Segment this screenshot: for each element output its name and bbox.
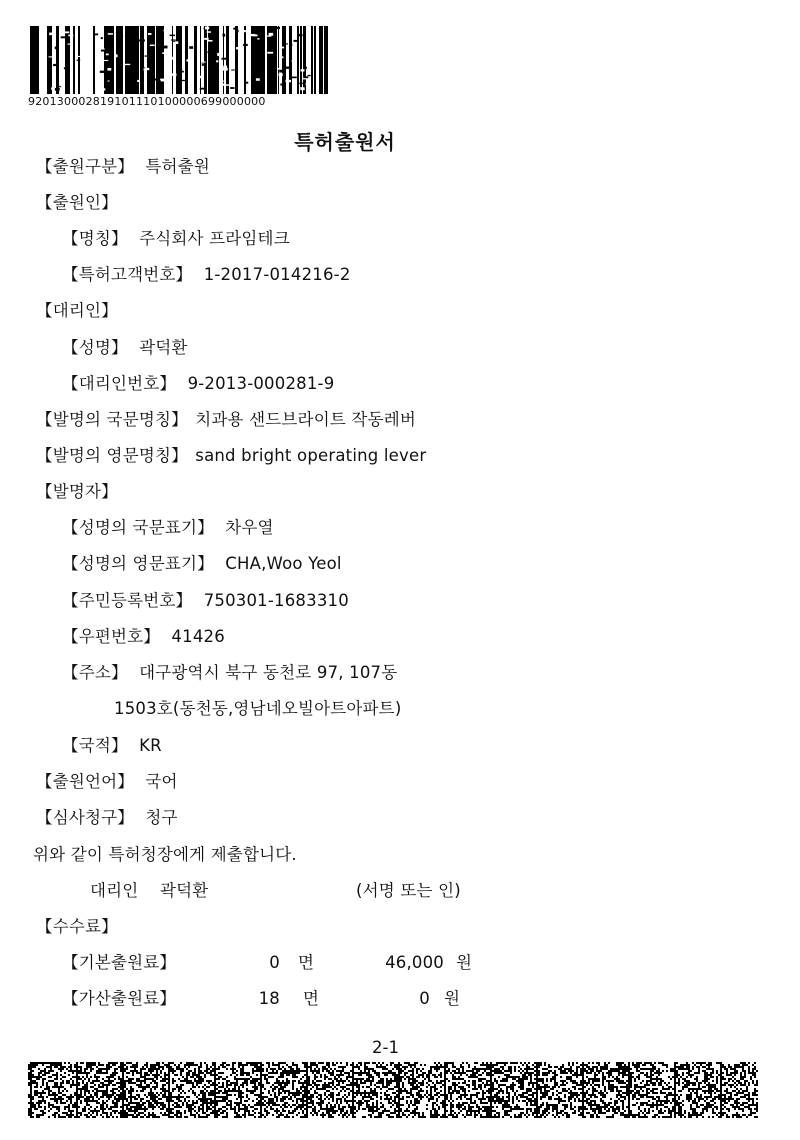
inventor-name-en-label: 【성명의 영문표기】 bbox=[62, 554, 214, 573]
barcode-number: 920130002819101110100000699000000 bbox=[28, 95, 266, 108]
invention-title-en-value: sand bright operating lever bbox=[195, 446, 427, 465]
exam-request-row bbox=[36, 808, 178, 828]
address-value: 대구광역시 북구 동천로 97, 107동 bbox=[139, 663, 398, 682]
document-title: 특허출원서 bbox=[294, 130, 396, 154]
postal-code-value: 41426 bbox=[171, 627, 225, 646]
applicant-section-label: 【출원인】 bbox=[36, 193, 118, 212]
address-row bbox=[62, 663, 397, 683]
fee-additional-unit: 면 bbox=[303, 989, 320, 1008]
invention-title-en-row bbox=[36, 446, 426, 466]
agent-no-value: 9-2013-000281-9 bbox=[187, 374, 335, 393]
postal-code-label: 【우편번호】 bbox=[62, 627, 160, 646]
fees-section-label: 【수수료】 bbox=[36, 917, 118, 936]
inventor-name-ko-row bbox=[62, 518, 274, 538]
language-row bbox=[36, 772, 178, 792]
submission-statement: 위와 같이 특허청장에게 제출합니다. bbox=[33, 845, 297, 864]
invention-title-ko-value: 치과용 샌드브라이트 작동레버 bbox=[195, 410, 416, 429]
nationality-label: 【국적】 bbox=[62, 736, 128, 755]
agent-no-label: 【대리인번호】 bbox=[62, 374, 177, 393]
fee-additional-count: 18 bbox=[258, 989, 280, 1008]
submission-agent-name: 곽덕환 bbox=[160, 881, 209, 900]
fee-basic-label: 【기본출원료】 bbox=[62, 953, 177, 972]
inventor-name-en-value: CHA,Woo Yeol bbox=[225, 554, 342, 573]
resident-no-value: 750301-1683310 bbox=[203, 591, 349, 610]
application-type-label: 【출원구분】 bbox=[36, 157, 134, 176]
invention-title-en-label: 【발명의 영문명칭】 bbox=[36, 446, 188, 465]
fee-additional-currency: 원 bbox=[444, 989, 461, 1008]
fee-additional-amount: 0 bbox=[419, 989, 430, 1008]
address-label: 【주소】 bbox=[62, 663, 128, 682]
barcode-bottom-image bbox=[28, 1062, 758, 1118]
submission-agent-label: 대리인 bbox=[90, 881, 139, 900]
language-label: 【출원언어】 bbox=[36, 772, 134, 791]
language-value: 국어 bbox=[145, 772, 178, 791]
resident-no-label: 【주민등록번호】 bbox=[62, 591, 193, 610]
agent-name-row bbox=[62, 338, 188, 358]
invention-title-ko-row bbox=[36, 410, 416, 430]
agent-name-value: 곽덕환 bbox=[139, 338, 188, 357]
inventor-name-en-row bbox=[62, 554, 342, 574]
postal-code-row bbox=[62, 627, 225, 647]
application-type-row bbox=[36, 157, 210, 177]
fee-basic-currency: 원 bbox=[456, 953, 473, 972]
fee-basic-unit: 면 bbox=[298, 953, 315, 972]
resident-no-row bbox=[62, 591, 349, 611]
barcode-top-image bbox=[28, 26, 328, 94]
signature-placeholder: (서명 또는 인) bbox=[356, 881, 461, 900]
inventor-name-ko-value: 차우열 bbox=[225, 518, 274, 537]
invention-title-ko-label: 【발명의 국문명칭】 bbox=[36, 410, 188, 429]
applicant-name-row bbox=[62, 229, 290, 249]
exam-request-value: 청구 bbox=[145, 808, 178, 827]
nationality-value: KR bbox=[139, 736, 162, 755]
applicant-name-label: 【명칭】 bbox=[62, 229, 128, 248]
application-type-value: 특허출원 bbox=[145, 157, 210, 176]
exam-request-label: 【심사청구】 bbox=[36, 808, 134, 827]
nationality-row bbox=[62, 736, 162, 756]
applicant-customer-no-value: 1-2017-014216-2 bbox=[203, 265, 351, 284]
address-value-line2: 1503호(동천동,영남네오빌아트아파트) bbox=[114, 699, 402, 718]
fee-additional-label: 【가산출원료】 bbox=[62, 989, 177, 1008]
inventor-section-label: 【발명자】 bbox=[36, 482, 118, 501]
fee-basic-amount: 46,000 bbox=[385, 953, 444, 972]
agent-no-row bbox=[62, 374, 334, 394]
fee-basic-count: 0 bbox=[269, 953, 280, 972]
page-number: 2-1 bbox=[372, 1038, 399, 1057]
agent-section-label: 【대리인】 bbox=[36, 301, 118, 320]
applicant-customer-no-row bbox=[62, 265, 351, 285]
inventor-name-ko-label: 【성명의 국문표기】 bbox=[62, 518, 214, 537]
agent-name-label: 【성명】 bbox=[62, 338, 128, 357]
applicant-name-value: 주식회사 프라임테크 bbox=[139, 229, 290, 248]
applicant-customer-no-label: 【특허고객번호】 bbox=[62, 265, 193, 284]
